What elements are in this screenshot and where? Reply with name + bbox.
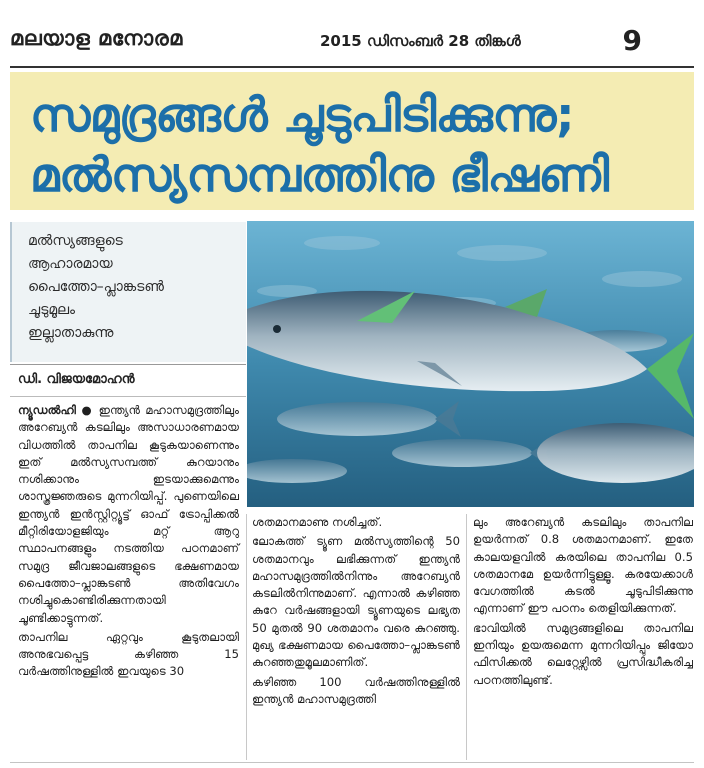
kicker-line: ആഹാരമായ [28, 256, 113, 272]
headline-line-2: മൽസ്യസമ്പത്തിനു ഭീഷണി [30, 148, 609, 203]
dateline: ന്യൂഡൽഹി ● [18, 403, 94, 417]
kicker-subheading [10, 222, 246, 362]
article-paragraph: ഭാവിയിൽ സമുദ്രങ്ങളിലെ താപനില ഇനിയും ഉയരുമെന്ന മുന്നറിയിപ്പും ജിയോ ഫിസിക്കൽ ലെറ്റേഴ്സിൽ പ്രസിദ്ധീകരിച്ച പഠനത്തിലുണ്ട്. [473, 620, 693, 687]
headline-line-1: സമുദ്രങ്ങൾ ചൂടുപിടിക്കുന്നു; [30, 88, 575, 143]
article-column-1 [18, 402, 239, 683]
page-number: 9 [622, 24, 642, 57]
article-paragraph: താപനില ഏറ്റവും കൂടുതലായി അനുഭവപ്പെട്ട കഴിഞ്ഞ 15 വർഷത്തിനുള്ളിൽ ഇവയുടെ 30 [18, 629, 239, 679]
article-paragraph: ശതമാനമാണു നശിച്ചത്. [252, 515, 383, 529]
tuna-photo [247, 221, 694, 507]
masthead-divider [10, 66, 694, 68]
column-divider [466, 514, 467, 760]
article-paragraph [18, 402, 239, 627]
article-paragraph: ലോകത്ത് ട്യൂണ മൽസ്യത്തിന്റെ 50 ശതമാനവും ലഭിക്കുന്നത് ഇന്ത്യൻ മഹാസമുദ്രത്തിൽനിന്നും അറേബ്യൻ കടലിൽനിന്നുമാണ്. എന്നാൽ കഴിഞ്ഞ കുറേ വർഷങ്ങളായി ട്യൂണയുടെ ലഭ്യത 50 മുതൽ 90 ശതമാനം വരെ കുറഞ്ഞു. മുഖ്യ ഭക്ഷണമായ പൈത്തോ–പ്ലാങ്കടൺ കുറഞ്ഞതുമൂലമാണിത്. [252, 534, 460, 670]
newspaper-name: മലയാള മനോരമ [10, 26, 183, 50]
article-paragraph: കഴിഞ്ഞ 100 വർഷത്തിനുള്ളിൽ ഇന്ത്യൻ മഹാസമുദ്രത്തി [252, 674, 460, 706]
kicker-line: ചൂടുമൂലം [28, 302, 75, 318]
column-divider [246, 514, 247, 760]
tuna-photo-illustration [247, 221, 694, 507]
issue-date: 2015 ഡിസംബർ 28 തിങ്കൾ [320, 32, 521, 50]
article-column-3 [473, 514, 693, 691]
kicker-line: ഇല്ലാതാകുന്നു [28, 325, 114, 341]
masthead [10, 22, 694, 64]
article-column-2 [252, 514, 460, 710]
article-paragraph: ലും അറേബ്യൻ കടലിലും താപനില ഉയർന്നത് 0.8 ശതമാനമാണ്. ഇതേ കാലയളവിൽ കരയിലെ താപനില 0.5 ശതമാനമേ ഉയർന്നിട്ടുള്ളൂ. കരയേക്കാൾ വേഗത്തിൽ കടൽ ചൂടുപിടിക്കുന്നു എന്നാണ് ഈ പഠനം തെളിയിക്കുന്നത്. [473, 515, 693, 616]
kicker-line: പൈത്തോ–പ്ലാങ്കടൺ [28, 279, 164, 295]
headline [10, 72, 694, 210]
article-text: ഇന്ത്യൻ മഹാസമുദ്രത്തിലും അറേബ്യൻ കടലിലും അസാധാരണമായ വിധത്തിൽ താപനില കൂടുകയാണെന്നും ഇത് മൽസ്യസമ്പത്ത് കുറയാനും നശിക്കാനും ഇടയാക്കുമെന്നും ശാസ്ത്രജ്ഞരുടെ മുന്നറിയിപ്പ്. പുണെയിലെ ഇന്ത്യൻ ഇൻസ്റ്റിറ്റ്യൂട്ട് ഓഫ് ട്രോപ്പിക്കൽ മീറ്റിരിയോളജിയും മറ്റ് ആറു സ്ഥാപനങ്ങളും നടത്തിയ പഠനമാണ് സമുദ്ര ജീവജാലങ്ങളുടെ ഭക്ഷണമായ പൈത്തോ–പ്ലാങ്കടൺ അതിവേഗം നശിച്ചുകൊണ്ടിരിക്കുന്നതായി ചൂണ്ടിക്കാട്ടുന്നത്. [18, 403, 240, 625]
kicker-line: മൽസ്യങ്ങളുടെ [28, 233, 123, 249]
bottom-divider [10, 762, 694, 763]
byline: ഡി. വിജയമോഹൻ [18, 372, 135, 387]
byline-divider [10, 396, 246, 397]
kicker-divider [10, 364, 246, 365]
